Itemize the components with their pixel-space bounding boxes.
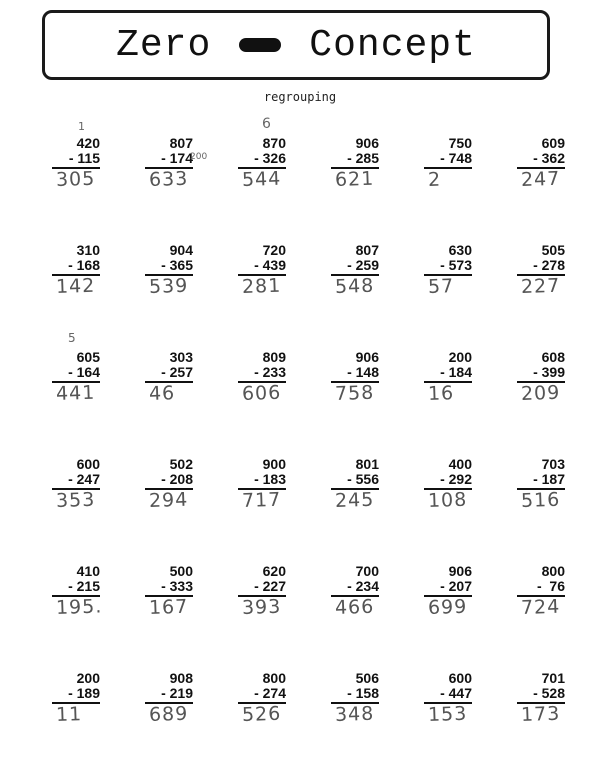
pencil-scratch-note: 200 [190,152,208,162]
title-dash [239,38,281,52]
minuend: 600 [76,456,100,472]
subtrahend: - 528 [517,686,565,704]
subtrahend: - 115 [52,151,100,169]
minuend: 908 [169,670,193,686]
subtrahend: - 278 [517,258,565,276]
minuend: 630 [448,242,472,258]
minuend: 620 [262,563,286,579]
handwritten-answer: 108 [427,488,468,513]
subtrahend: - 556 [331,472,379,490]
minuend: 809 [262,349,286,365]
problem-grid [30,130,590,772]
problem [123,344,216,451]
pencil-carry-mark: 6 [262,116,271,132]
subtrahend: - 257 [145,365,193,383]
handwritten-answer: 209 [520,381,561,406]
problem [30,237,123,344]
handwritten-answer: 758 [334,381,375,406]
handwritten-answer: 539 [148,274,189,299]
minuend: 906 [355,135,379,151]
pencil-carry-mark: 1 [78,120,85,133]
handwritten-answer: 717 [241,488,282,513]
minuend: 750 [448,135,472,151]
minuend: 420 [76,135,100,151]
problem [495,130,588,237]
subtrahend: - 399 [517,365,565,383]
subtrahend: - 439 [238,258,286,276]
problem [402,665,495,772]
minuend: 505 [541,242,565,258]
subtrahend: - 184 [424,365,472,383]
minuend: 500 [169,563,193,579]
subtrahend: - 233 [238,365,286,383]
problem [123,558,216,665]
minuend: 906 [448,563,472,579]
handwritten-answer: 544 [241,167,282,192]
problem [495,665,588,772]
handwritten-answer: 724 [520,595,561,620]
subtitle: regrouping [263,90,337,104]
minuend: 800 [541,563,565,579]
minuend: 906 [355,349,379,365]
subtrahend: - 215 [52,579,100,597]
handwritten-answer: 466 [334,595,375,620]
subtrahend: - 573 [424,258,472,276]
subtrahend: - 187 [517,472,565,490]
handwritten-answer: 353 [55,488,96,513]
subtrahend: - 247 [52,472,100,490]
problem [30,130,123,237]
subtrahend: - 208 [145,472,193,490]
subtrahend: - 164 [52,365,100,383]
problem [402,451,495,558]
problem [30,451,123,558]
minuend: 700 [355,563,379,579]
problem [123,130,216,237]
minuend: 720 [262,242,286,258]
problem [495,344,588,451]
minuend: 310 [76,242,100,258]
problem [123,451,216,558]
handwritten-answer: 621 [334,167,375,192]
problem [309,451,402,558]
problem [30,558,123,665]
problem [402,130,495,237]
handwritten-answer: 689 [148,702,189,727]
handwritten-answer: 699 [427,595,468,620]
minuend: 807 [355,242,379,258]
minuend: 800 [262,670,286,686]
subtrahend: - 447 [424,686,472,704]
problem [216,558,309,665]
handwritten-answer: 548 [334,274,375,299]
problem [495,558,588,665]
problem [30,665,123,772]
subtrahend: - 234 [331,579,379,597]
handwritten-answer: 441 [55,381,96,406]
minuend: 605 [76,349,100,365]
subtrahend: - 333 [145,579,193,597]
handwritten-answer: 46 [148,382,176,406]
handwritten-answer: 142 [55,274,96,299]
subtrahend: - 168 [52,258,100,276]
minuend: 900 [262,456,286,472]
handwritten-answer: 606 [241,381,282,406]
minuend: 506 [355,670,379,686]
problem [495,451,588,558]
title-banner [42,10,550,80]
problem [123,237,216,344]
handwritten-answer: 393 [241,595,282,620]
minuend: 303 [169,349,193,365]
title-word-concept: Concept [309,23,476,67]
subtrahend: - 259 [331,258,379,276]
pencil-carry-mark: 5 [68,331,76,345]
minuend: 904 [169,242,193,258]
minuend: 600 [448,670,472,686]
handwritten-answer: 305 [55,167,96,192]
problem [30,344,123,451]
handwritten-answer: 281 [241,274,282,299]
handwritten-answer: 526 [241,702,282,727]
subtrahend: - 158 [331,686,379,704]
subtrahend: - 148 [331,365,379,383]
handwritten-answer: 245 [334,488,375,513]
handwritten-answer: 247 [520,167,561,192]
subtrahend: - 285 [331,151,379,169]
title-word-zero: Zero [116,23,212,67]
problem [216,451,309,558]
minuend: 609 [541,135,565,151]
minuend: 870 [262,135,286,151]
problem [309,130,402,237]
problem [402,558,495,665]
subtrahend: - 227 [238,579,286,597]
minuend: 701 [541,670,565,686]
minuend: 410 [76,563,100,579]
minuend: 703 [541,456,565,472]
problem [309,344,402,451]
minuend: 807 [169,135,193,151]
problem [402,237,495,344]
minuend: 502 [169,456,193,472]
problem [216,344,309,451]
handwritten-answer: 57 [427,275,455,299]
subtrahend: - 292 [424,472,472,490]
handwritten-answer: 195. [55,595,103,620]
handwritten-answer: 153 [427,702,468,727]
subtrahend: - 326 [238,151,286,169]
minuend: 400 [448,456,472,472]
handwritten-answer: 167 [148,595,189,620]
subtrahend: - 365 [145,258,193,276]
handwritten-answer: 227 [520,274,561,299]
subtrahend: - 189 [52,686,100,704]
minuend: 608 [541,349,565,365]
problem [402,344,495,451]
minuend: 200 [448,349,472,365]
problem [123,665,216,772]
handwritten-answer: 294 [148,488,189,513]
subtrahend: - 76 [517,579,565,597]
subtrahend: - 219 [145,686,193,704]
handwritten-answer: 2 [427,168,442,192]
problem [309,558,402,665]
problem [309,665,402,772]
handwritten-answer: 11 [55,703,83,727]
problem [216,130,309,237]
minuend: 200 [76,670,100,686]
handwritten-answer: 516 [520,488,561,513]
subtrahend: - 174 [145,151,193,169]
subtrahend: - 183 [238,472,286,490]
problem [216,665,309,772]
minuend: 801 [355,456,379,472]
subtrahend: - 274 [238,686,286,704]
handwritten-answer: 633 [148,167,189,192]
problem [495,237,588,344]
problem [309,237,402,344]
subtrahend: - 207 [424,579,472,597]
subtrahend: - 748 [424,151,472,169]
handwritten-answer: 348 [334,702,375,727]
problem [216,237,309,344]
handwritten-answer: 16 [427,382,455,406]
subtrahend: - 362 [517,151,565,169]
handwritten-answer: 173 [520,702,561,727]
